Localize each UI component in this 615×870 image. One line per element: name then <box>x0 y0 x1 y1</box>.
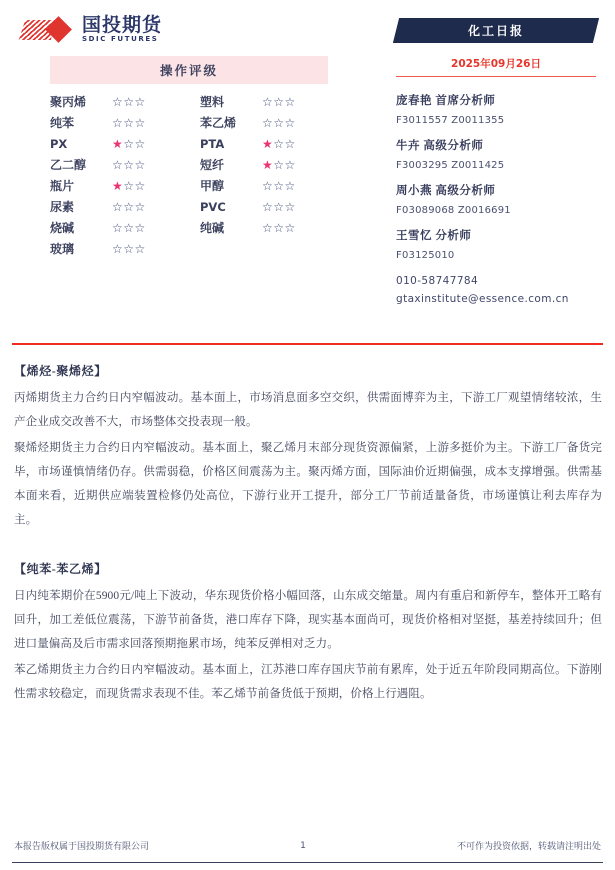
analyst-license-code: F03089068 Z0016691 <box>396 205 511 216</box>
contact-email: gtaxinstitute@essence.com.cn <box>396 293 569 305</box>
rating-star: ☆ <box>123 136 135 151</box>
rating-stars <box>262 179 296 193</box>
rating-star: ☆ <box>273 178 285 193</box>
rating-star: ☆ <box>123 199 135 214</box>
report-date: 2025年09月26日 <box>451 58 541 70</box>
section-gap <box>14 534 602 560</box>
rating-stars <box>262 158 296 172</box>
rating-star: ☆ <box>284 157 296 172</box>
rating-star: ☆ <box>112 199 124 214</box>
rating-star: ☆ <box>284 136 296 151</box>
rating-stars <box>112 137 146 151</box>
rating-item <box>50 240 200 257</box>
rating-star: ★ <box>112 136 124 151</box>
rating-product-name: PVC <box>200 199 226 214</box>
rating-item <box>200 177 328 194</box>
rating-product-name: 苯乙烯 <box>200 116 237 130</box>
rating-item <box>50 114 200 131</box>
logo-mark-icon <box>22 17 76 43</box>
rating-product-name: 纯碱 <box>200 221 225 235</box>
ratings-row <box>50 154 328 175</box>
rating-star: ☆ <box>123 178 135 193</box>
rating-star: ☆ <box>262 220 274 235</box>
operation-ratings-panel <box>50 56 328 259</box>
rating-product-name: 瓶片 <box>50 179 75 193</box>
rating-stars <box>112 179 146 193</box>
report-body <box>14 362 602 708</box>
analyst-name: 王雪忆 分析师 <box>396 230 472 242</box>
rating-star: ☆ <box>134 157 146 172</box>
rating-star: ☆ <box>123 94 135 109</box>
rating-star: ☆ <box>262 199 274 214</box>
rating-product-name: 甲醇 <box>200 179 225 193</box>
rating-star: ☆ <box>112 220 124 235</box>
rating-product-name: 塑料 <box>200 95 225 109</box>
rating-stars <box>112 116 146 130</box>
rating-star: ★ <box>262 157 274 172</box>
rating-product-name: 尿素 <box>50 200 75 214</box>
rating-item <box>200 200 328 214</box>
rating-item <box>50 177 200 194</box>
rating-star: ☆ <box>112 241 124 256</box>
rating-product-name: 聚丙烯 <box>50 95 87 109</box>
report-title-banner <box>393 18 599 43</box>
rating-stars <box>112 242 146 256</box>
ratings-row <box>50 112 328 133</box>
section-paragraph: 日内纯苯期价在5900元/吨上下波动，华东现货价格小幅回落，山东成交缩量。周内有重启和新停车，整体开工略有回升，加工差低位震荡，下游节前备货，港口库存下降，现实基本面尚可，现货价格相对坚挺，基差持续回升；但进口量偏高及后市需求回落预期拖累市场，纯苯反弹相对乏力。 <box>14 590 602 650</box>
contact-phone: 010-58747784 <box>396 275 479 287</box>
rating-item <box>50 219 200 236</box>
logo-company-name-en: SDIC FUTURES <box>82 35 159 43</box>
section-paragraph: 聚烯烃期货主力合约日内窄幅波动。基本面上，聚乙烯月末部分现货资源偏紧，上游多挺价为主。下游工厂备货完毕，市场谨慎情绪仍存。供需弱稳，价格区间震荡为主。聚丙烯方面，国际油价近期偏强，成本支撑增强。供需基本面来看，近期供应端装置检修仍处高位，下游行业开工提升，部分工厂节前适量备货，市场谨慎让利去库存为主。 <box>14 442 602 526</box>
rating-item <box>200 156 328 173</box>
footer-disclaimer: 不可作为投资依据，转载请注明出处 <box>456 842 601 852</box>
rating-product-name: 烧碱 <box>50 221 75 235</box>
rating-star: ☆ <box>284 115 296 130</box>
rating-item <box>200 219 328 236</box>
rating-item <box>200 93 328 110</box>
section-title: 【纯苯-苯乙烯】 <box>14 562 107 576</box>
rating-item <box>200 114 328 131</box>
logo-company-name-cn: 国投期货 <box>82 14 163 36</box>
rating-item <box>50 156 200 173</box>
ratings-row <box>50 175 328 196</box>
analyst-license-code: F03125010 <box>396 250 455 261</box>
rating-star: ☆ <box>273 115 285 130</box>
rating-item <box>50 93 200 110</box>
rating-star: ☆ <box>273 199 285 214</box>
rating-star: ☆ <box>112 157 124 172</box>
report-header <box>0 0 615 345</box>
analyst-name: 牛卉 高级分析师 <box>396 140 484 152</box>
rating-product-name: 短纤 <box>200 158 225 172</box>
ratings-row <box>50 91 328 112</box>
report-info-panel <box>396 18 596 311</box>
rating-star: ☆ <box>284 199 296 214</box>
footer-copyright: 本报告版权属于国投期货有限公司 <box>14 842 150 852</box>
rating-star: ☆ <box>112 94 124 109</box>
rating-star: ☆ <box>284 94 296 109</box>
company-logo <box>22 16 162 43</box>
report-footer <box>0 839 615 858</box>
rating-star: ☆ <box>284 178 296 193</box>
rating-product-name: 纯苯 <box>50 116 75 130</box>
ratings-row <box>50 196 328 217</box>
rating-product-name: PTA <box>200 136 225 151</box>
rating-star: ☆ <box>123 115 135 130</box>
ratings-grid <box>50 91 328 259</box>
rating-star: ★ <box>262 136 274 151</box>
rating-stars <box>112 200 146 214</box>
section-title: 【烯烃-聚烯烃】 <box>14 364 107 378</box>
rating-stars <box>112 158 146 172</box>
rating-star: ☆ <box>273 94 285 109</box>
analyst-name: 周小燕 高级分析师 <box>396 185 496 197</box>
rating-stars <box>262 221 296 235</box>
ratings-panel-title: 操作评级 <box>50 56 328 84</box>
footer-page-number: 1 <box>300 840 306 851</box>
report-date-line <box>396 54 596 77</box>
rating-star: ☆ <box>273 157 285 172</box>
rating-star: ☆ <box>134 136 146 151</box>
rating-star: ☆ <box>134 199 146 214</box>
rating-product-name: 乙二醇 <box>50 158 87 172</box>
rating-stars <box>112 221 146 235</box>
rating-star: ☆ <box>123 241 135 256</box>
rating-stars <box>262 200 296 214</box>
analyst-list <box>396 92 596 261</box>
contact-block <box>396 275 596 305</box>
rating-item <box>50 137 200 151</box>
rating-star: ☆ <box>284 220 296 235</box>
section-paragraph: 丙烯期货主力合约日内窄幅波动。基本面上，市场消息面多空交织，供需面博弈为主，下游工厂观望情绪较浓，生产企业成交改善不大，市场整体交投表现一般。 <box>14 392 602 428</box>
ratings-row <box>50 238 328 259</box>
ratings-row <box>50 217 328 238</box>
rating-star: ☆ <box>262 115 274 130</box>
rating-stars <box>262 95 296 109</box>
rating-star: ☆ <box>134 220 146 235</box>
rating-item <box>200 137 328 151</box>
rating-star: ☆ <box>123 220 135 235</box>
analyst-name: 庞春艳 首席分析师 <box>396 95 496 107</box>
rating-item <box>50 198 200 215</box>
rating-product-name: PX <box>50 136 68 151</box>
footer-divider <box>12 862 603 863</box>
rating-star: ☆ <box>262 178 274 193</box>
rating-star: ☆ <box>134 115 146 130</box>
rating-star: ☆ <box>273 136 285 151</box>
logo-text <box>82 16 162 43</box>
header-divider <box>12 343 603 345</box>
rating-star: ☆ <box>134 94 146 109</box>
section-paragraph: 苯乙烯期货主力合约日内窄幅波动。基本面上，江苏港口库存国庆节前有累库，处于近五年阶段同期高位。下游刚性需求较稳定，而现货需求表现不佳。苯乙烯节前备货低于预期，价格上行遇阻。 <box>14 664 602 700</box>
rating-product-name: 玻璃 <box>50 242 75 256</box>
ratings-row <box>50 133 328 154</box>
rating-stars <box>262 137 296 151</box>
rating-star: ☆ <box>262 94 274 109</box>
rating-star: ☆ <box>112 115 124 130</box>
rating-star: ☆ <box>123 157 135 172</box>
analyst-license-code: F3003295 Z0011425 <box>396 160 505 171</box>
rating-stars <box>262 116 296 130</box>
rating-stars <box>112 95 146 109</box>
report-title-text: 化工日报 <box>467 24 524 38</box>
rating-star: ☆ <box>134 241 146 256</box>
analyst-license-code: F3011557 Z0011355 <box>396 115 505 126</box>
rating-star: ☆ <box>273 220 285 235</box>
rating-star: ★ <box>112 178 124 193</box>
rating-star: ☆ <box>134 178 146 193</box>
